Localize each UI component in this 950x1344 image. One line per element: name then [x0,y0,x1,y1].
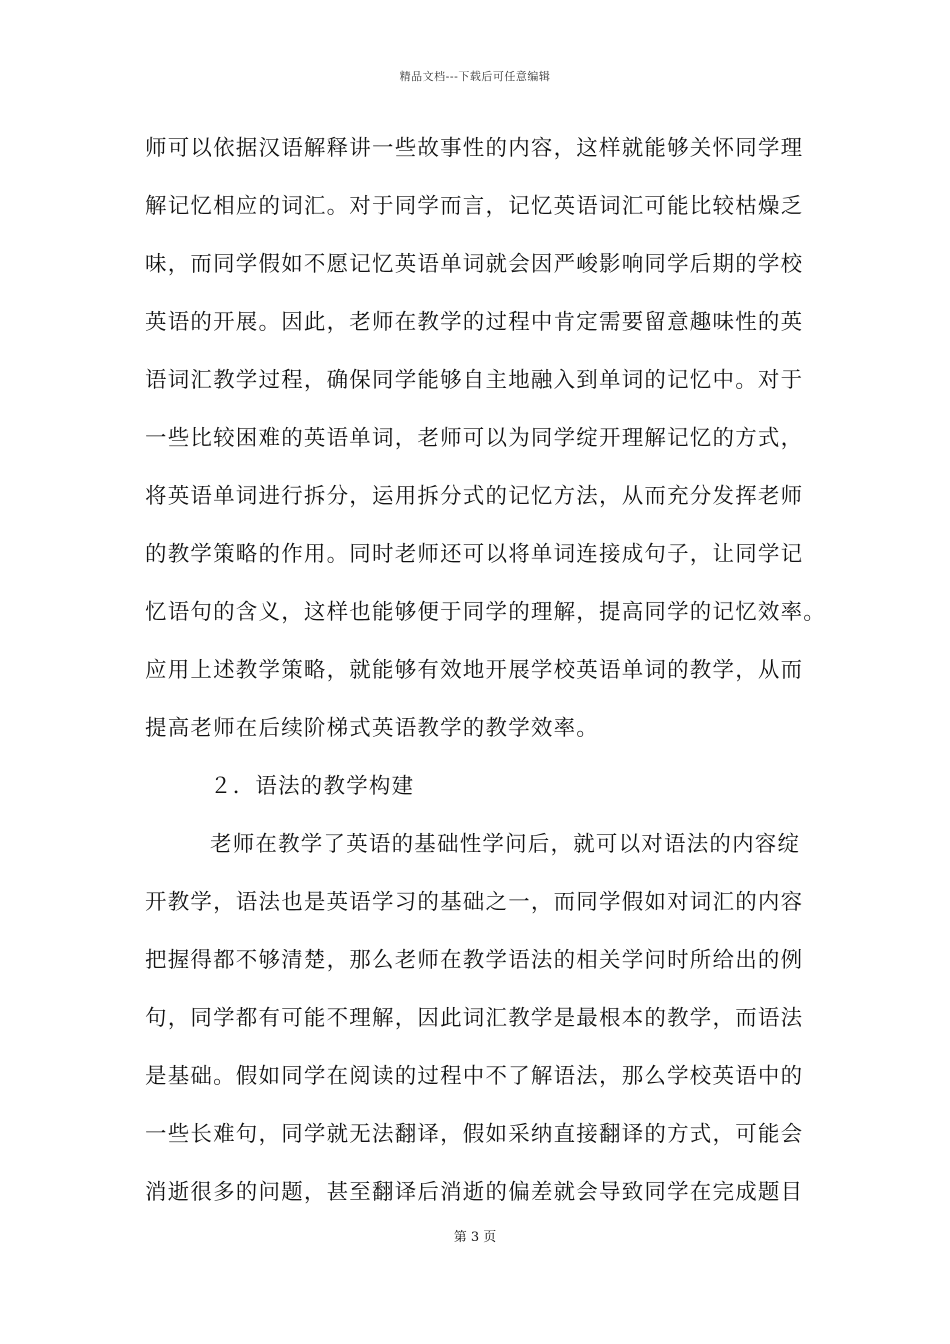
text-line: 应用上述教学策略，就能够有效地开展学校英语单词的教学，从而 [145,658,804,683]
text-line: 消逝很多的问题，甚至翻译后消逝的偏差就会导致同学在完成题目 [145,1180,804,1205]
text-line: 提高老师在后续阶梯式英语教学的教学效率。 [145,716,600,741]
page-number: 第 3 页 [453,1230,497,1245]
text-line: 句，同学都有可能不理解，因此词汇教学是最根本的教学，而语法 [145,1006,804,1031]
text-line: 把握得都不够清楚，那么老师在教学语法的相关学问时所给出的例 [145,948,804,973]
paragraph-first-line: 老师在教学了英语的基础性学问后，就可以对语法的内容绽 [210,832,801,857]
text-line: 味，而同学假如不愿记忆英语单词就会因严峻影响同学后期的学校 [145,252,804,277]
text-line: 一些比较困难的英语单词，老师可以为同学绽开理解记忆的方式， [145,426,804,451]
text-line: 将英语单词进行拆分，运用拆分式的记忆方法，从而充分发挥老师 [145,484,804,509]
text-line: 一些长难句，同学就无法翻译，假如采纳直接翻译的方式，可能会 [145,1122,804,1147]
text-line: 师可以依据汉语解释讲一些故事性的内容，这样就能够关怀同学理 [145,136,804,161]
text-line: 开教学，语法也是英语学习的基础之一，而同学假如对词汇的内容 [145,890,804,915]
text-line: 忆语句的含义，这样也能够便于同学的理解，提高同学的记忆效率。 [145,600,827,625]
section-heading: ２．语法的教学构建 [210,774,415,799]
text-line: 的教学策略的作用。同时老师还可以将单词连接成句子，让同学记 [145,542,804,567]
text-line: 语词汇教学过程，确保同学能够自主地融入到单词的记忆中。对于 [145,368,804,393]
page-header: 精品文档---下载后可任意编辑 [399,70,551,83]
text-line: 英语的开展。因此，老师在教学的过程中肯定需要留意趣味性的英 [145,310,804,335]
text-line: 解记忆相应的词汇。对于同学而言，记忆英语词汇可能比较枯燥乏 [145,194,804,219]
text-line: 是基础。假如同学在阅读的过程中不了解语法，那么学校英语中的 [145,1064,804,1089]
